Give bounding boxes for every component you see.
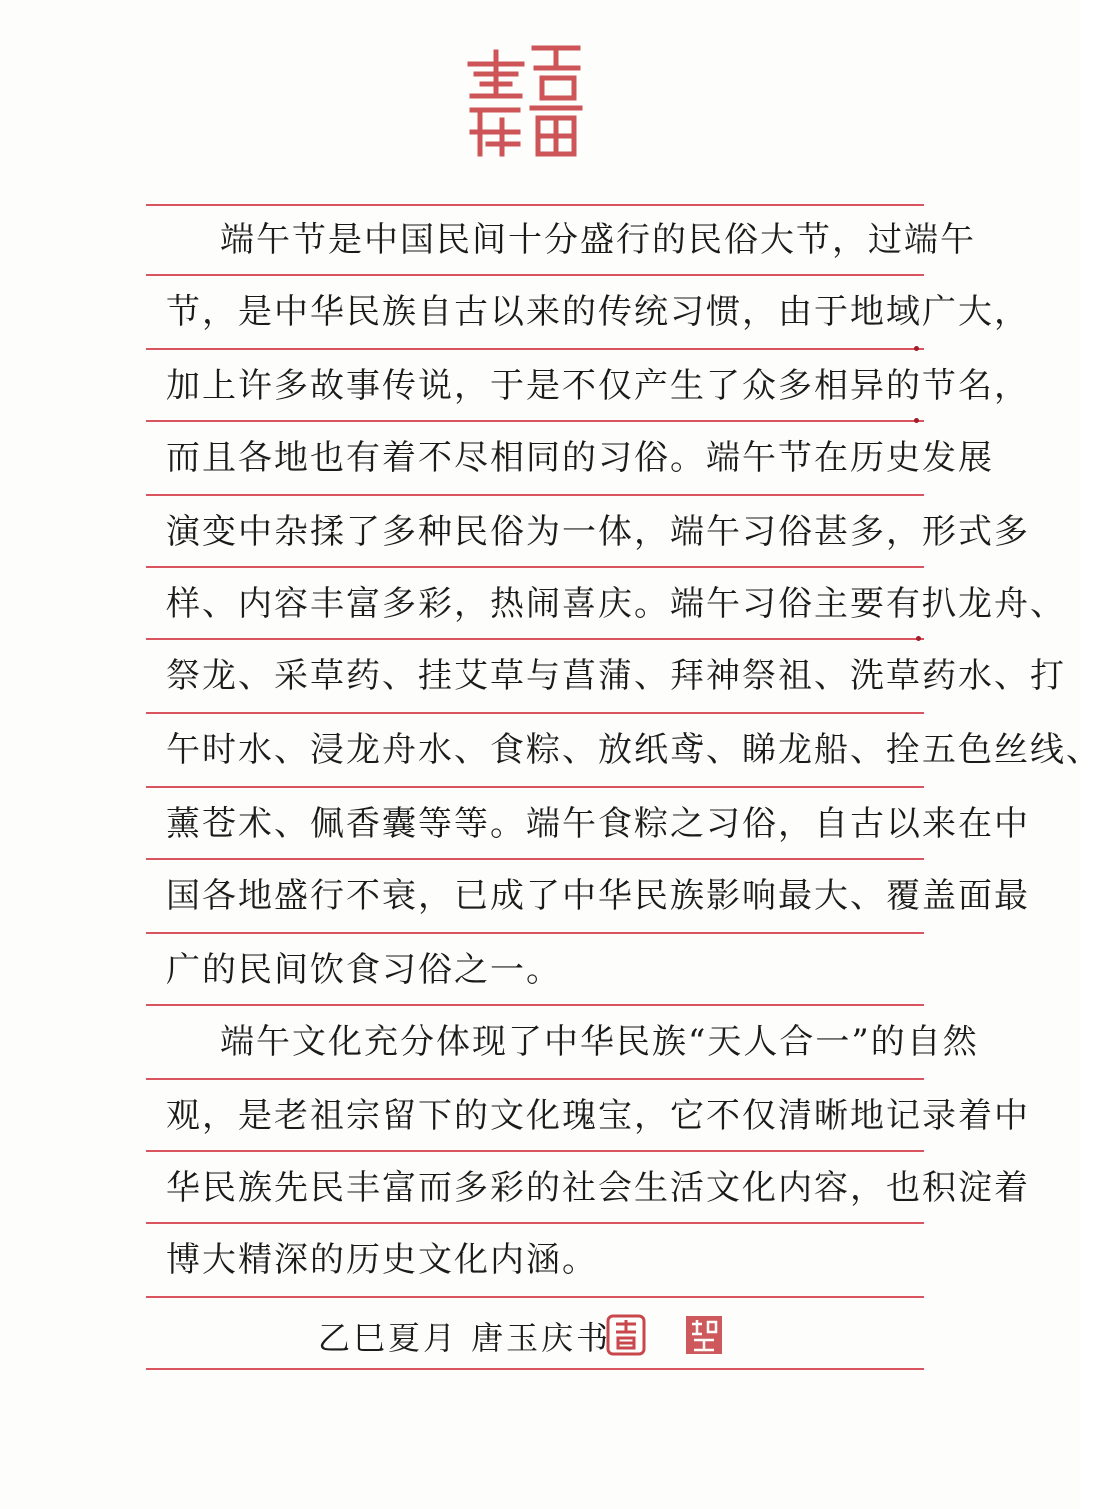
ruled-line	[146, 858, 924, 860]
top-seal-stamp-icon	[462, 38, 588, 162]
text-line-12: 端午文化充分体现了中华民族“天人合一”的自然	[220, 1022, 979, 1062]
ruled-line	[146, 348, 924, 350]
ink-dot	[914, 418, 919, 423]
ruled-line	[146, 1368, 924, 1370]
text-line-2: 节，是中华民族自古以来的传统习惯，由于地域广大，	[166, 292, 1030, 332]
ruled-line	[146, 712, 924, 714]
signature-seal-stamp-icon	[684, 1314, 724, 1356]
ruled-line	[146, 1078, 924, 1080]
ruled-line	[146, 420, 924, 422]
text-line-8: 午时水、浸龙舟水、食粽、放纸鸢、睇龙船、拴五色丝线、	[166, 730, 1102, 770]
text-line-14: 华民族先民丰富而多彩的社会生活文化内容，也积淀着	[166, 1168, 1030, 1208]
text-line-3: 加上许多故事传说，于是不仅产生了众多相异的节名，	[166, 366, 1030, 406]
ink-dot	[916, 636, 921, 641]
text-line-15: 博大精深的历史文化内涵。	[166, 1240, 598, 1280]
ruled-line	[146, 1004, 924, 1006]
ink-dot	[914, 346, 919, 351]
signature-seal-stamp-icon	[606, 1314, 646, 1356]
ruled-line	[146, 1296, 924, 1298]
text-line-13: 观，是老祖宗留下的文化瑰宝，它不仅清晰地记录着中	[166, 1096, 1030, 1136]
ruled-line	[146, 932, 924, 934]
text-line-4: 而且各地也有着不尽相同的习俗。端午节在历史发展	[166, 438, 994, 478]
ruled-line	[146, 1222, 924, 1224]
text-line-1: 端午节是中国民间十分盛行的民俗大节，过端午	[220, 220, 976, 260]
ruled-line	[146, 274, 924, 276]
ruled-line	[146, 786, 924, 788]
ruled-line	[146, 1150, 924, 1152]
text-line-7: 祭龙、采草药、挂艾草与菖蒲、拜神祭祖、洗草药水、打	[166, 656, 1066, 696]
text-line-11: 广的民间饮食习俗之一。	[166, 950, 562, 990]
signature-text: 乙巳夏月 唐玉庆书	[318, 1319, 612, 1357]
text-line-9: 薰苍术、佩香囊等等。端午食粽之习俗，自古以来在中	[166, 804, 1030, 844]
text-line-10: 国各地盛行不衰，已成了中华民族影响最大、覆盖面最	[166, 876, 1030, 916]
ruled-line	[146, 204, 924, 206]
text-line-6: 样、内容丰富多彩，热闹喜庆。端午习俗主要有扒龙舟、	[166, 584, 1066, 624]
ruled-line	[146, 494, 924, 496]
text-line-5: 演变中杂揉了多种民俗为一体，端午习俗甚多，形式多	[166, 512, 1030, 552]
ruled-line	[146, 566, 924, 568]
ruled-line	[146, 638, 924, 640]
